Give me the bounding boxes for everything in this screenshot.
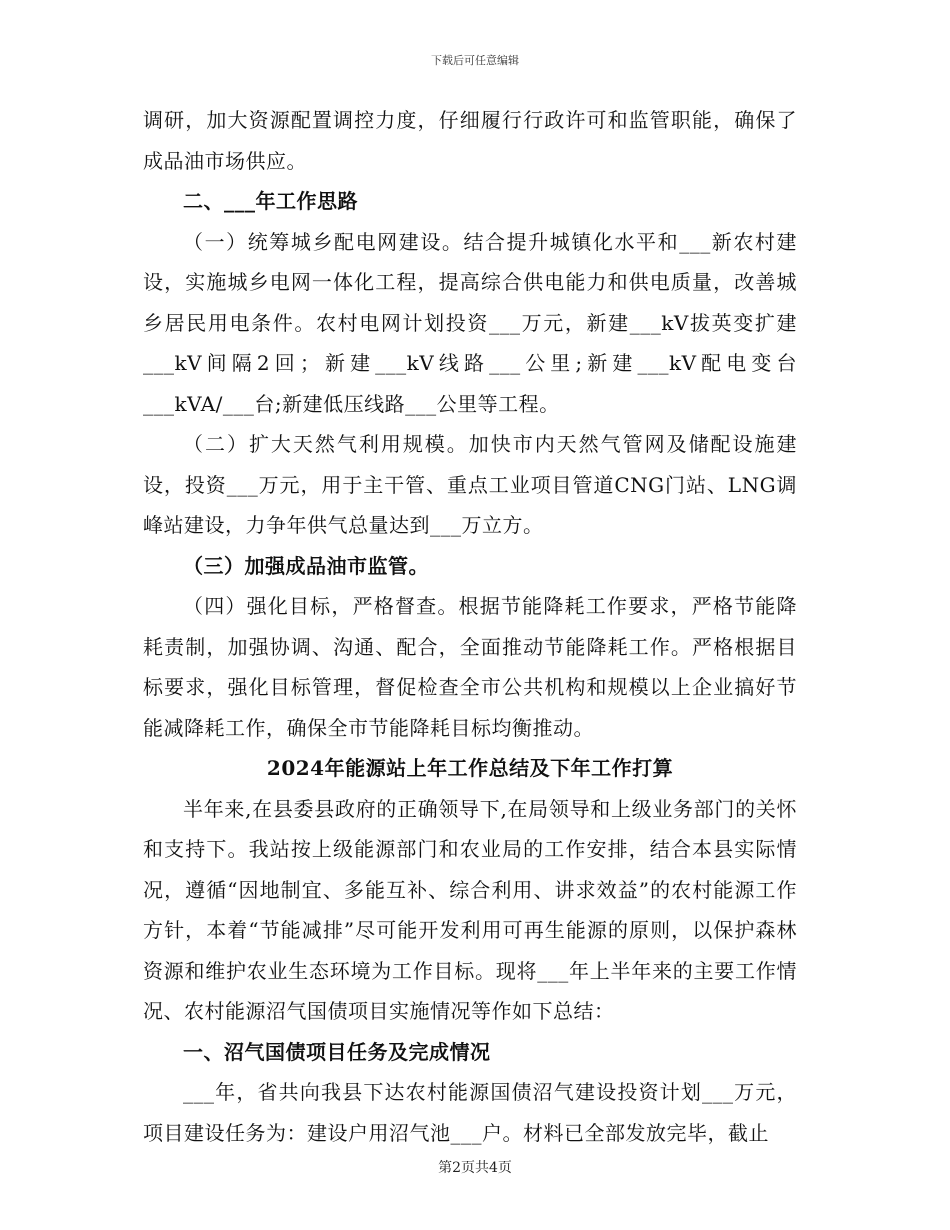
document-title: 2024年能源站上年工作总结及下年工作打算 bbox=[266, 756, 674, 780]
page-footer: 第2页共4页 bbox=[438, 1160, 512, 1176]
section-heading-biogas: 一、沼气国债项目任务及完成情况 bbox=[183, 1039, 491, 1064]
subheading-oil-supervision: （三）加强成品油市监管。 bbox=[183, 553, 429, 578]
page-header: 下载后可任意编辑 bbox=[431, 54, 519, 67]
paragraph-energy-saving: （四）强化目标，严格督查。根据节能降耗工作要求，严格节能降耗责制，加强协调、沟通、配合，全面推动节能降耗工作。严格根据目标要求，强化目标管理，督促检查全市公共机构和规模以上企业搞好节能减降耗工作，确保全市节能降耗目标均衡推动。 bbox=[143, 594, 797, 740]
section-heading-work-plan: 二、___年工作思路 bbox=[183, 189, 358, 213]
paragraph-natural-gas: （二）扩大天然气利用规模。加快市内天然气管网及储配设施建设，投资___万元，用于主干管、重点工业项目管道CNG门站、LNG调峰站建设，力争年供气总量达到___万立方。 bbox=[143, 432, 797, 537]
paragraph-continuation: 调研，加大资源配置调控力度，仔细履行行政许可和监管职能，确保了成品油市场供应。 bbox=[143, 108, 797, 173]
document-body bbox=[143, 100, 797, 1153]
paragraph-biogas-project: ___年，省共向我县下达农村能源国债沼气建设投资计划___万元，项目建设任务为：建设户用沼气池___户。材料已全部发放完毕，截止 bbox=[143, 1080, 797, 1145]
paragraph-power-grid: （一）统筹城乡配电网建设。结合提升城镇化水平和___新农村建设，实施城乡电网一体化工程，提高综合供电能力和供电质量，改善城乡居民用电条件。农村电网计划投资___万元，新建___kV拔英变扩建___kV间隔2回；新建___kV线路___公里;新建___kV配电变台___kVA/___台;新建低压线路___公里等工程。 bbox=[143, 229, 797, 416]
paragraph-half-year-summary: 半年来,在县委县政府的正确领导下,在局领导和上级业务部门的关怀和支持下。我站按上级能源部门和农业局的工作安排，结合本县实际情况，遵循“因地制宜、多能互补、综合利用、讲求效益”的农村能源工作方针，本着“节能减排”尽可能开发利用可再生能源的原则，以保护森林资源和维护农业生态环境为工作目标。现将___年上半年来的主要工作情况、农村能源沼气国债项目实施情况等作如下总结： bbox=[143, 796, 797, 1023]
